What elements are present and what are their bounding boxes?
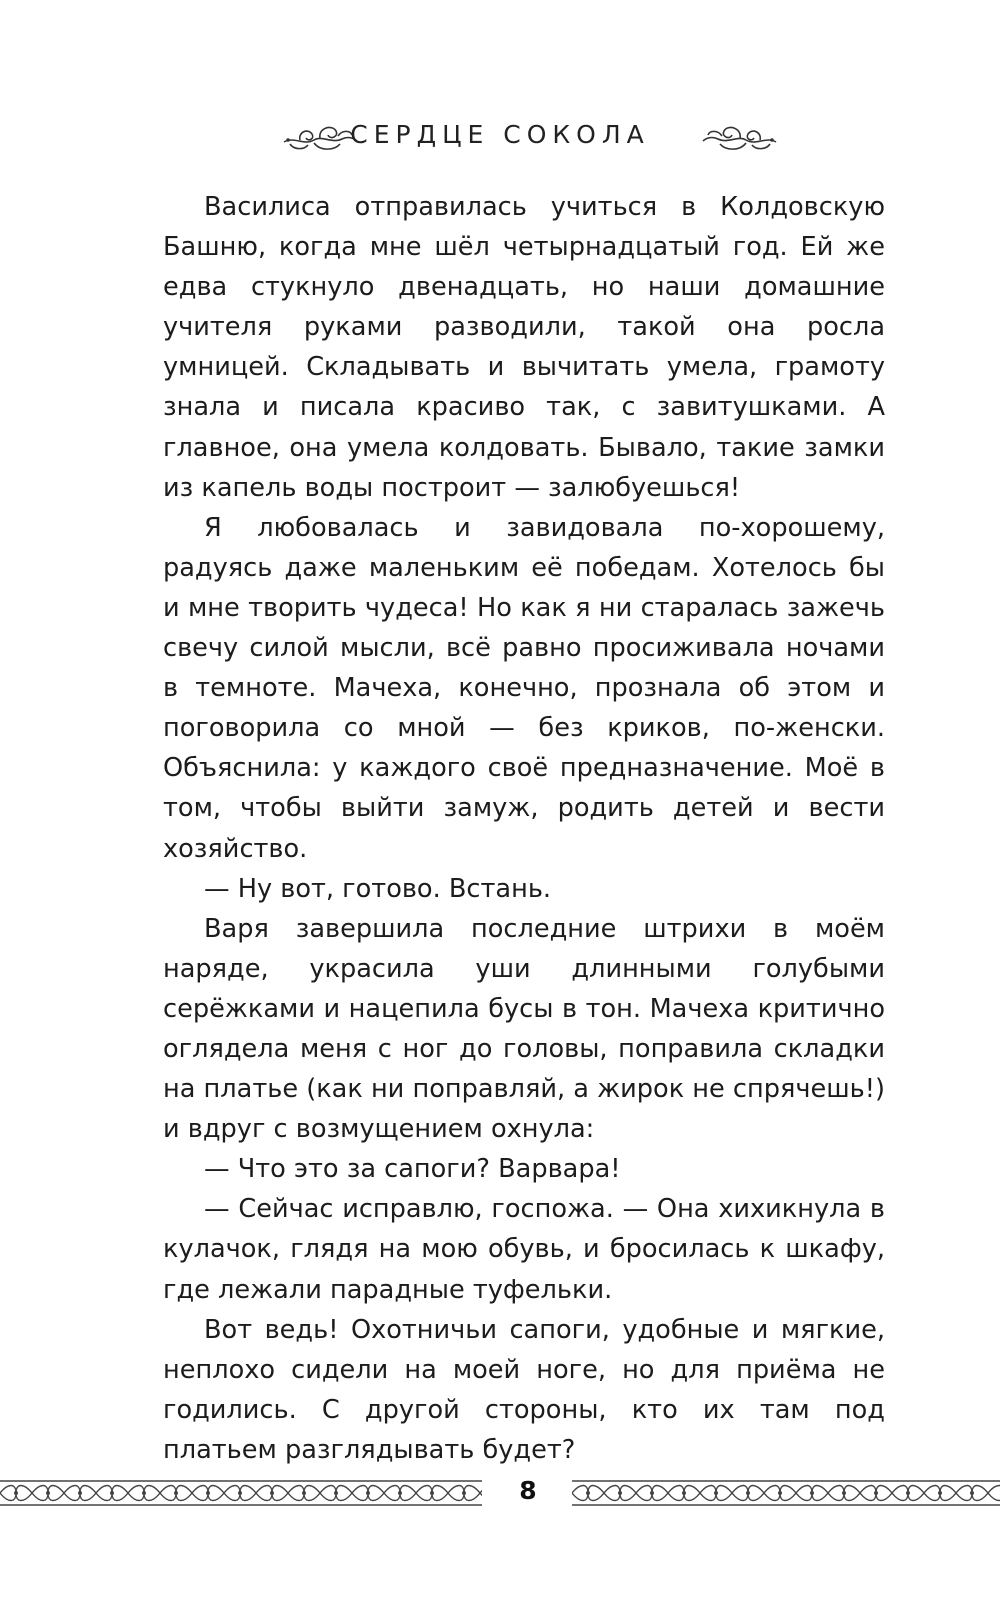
book-title: СЕРДЦЕ СОКОЛА	[350, 120, 650, 149]
page-body	[163, 187, 885, 1470]
page-footer	[0, 1475, 1000, 1515]
running-header	[0, 118, 1000, 162]
paragraph: Я любовалась и завидовала по-хорошему, радуясь даже маленьким её победам. Хотелось бы и мне творить чудеса! Но как я ни старалась зажечь свечу силой мысли, всё равно просиживала ночами в темноте. Мачеха, конечно, прознала об этом и поговорила со мной — без криков, по-женски. Объяснила: у каждого своё предназначение. Моё в том, чтобы выйти замуж, родить детей и вести хозяйство.	[163, 512, 885, 864]
paragraph: Варя завершила последние штрихи в моём наряде, украсила уши длинными голубыми серёжками и нацепила бусы в тон. Мачеха критично оглядела меня с ног до головы, поправила складки на платье (как ни поправляй, а жирок не спрячешь!) и вдруг с возмущением охнула:	[163, 913, 885, 1145]
page-number: 8	[519, 1476, 537, 1505]
flourish-right-icon	[700, 118, 780, 158]
ornamental-border-left-icon	[0, 1479, 482, 1507]
ornamental-border-right-icon	[572, 1479, 1000, 1507]
dialogue-line: — Сейчас исправлю, госпожа. — Она хихикнула в кулачок, глядя на мою обувь, и бросилась к шкафу, где лежали парадные туфельки.	[163, 1194, 885, 1305]
paragraph: Василиса отправилась учиться в Колдовскую Башню, когда мне шёл четырнадцатый год. Ей же едва стукнуло двенадцать, но наши домашние учителя руками разводили, такой она росла умницей. Складывать и вычитать умела, грамоту знала и писала красиво так, с завитушками. А главное, она умела колдовать. Бывало, такие замки из капель воды построит — залюбуешься!	[163, 192, 885, 503]
paragraph: Вот ведь! Охотничьи сапоги, удобные и мягкие, неплохо сидели на моей ноге, но для приёма не годились. С другой стороны, кто их там под платьем разглядывать будет?	[163, 1314, 885, 1465]
dialogue-line: — Что это за сапоги? Варвара!	[204, 1154, 621, 1185]
dialogue-line: — Ну вот, готово. Встань.	[204, 873, 552, 904]
